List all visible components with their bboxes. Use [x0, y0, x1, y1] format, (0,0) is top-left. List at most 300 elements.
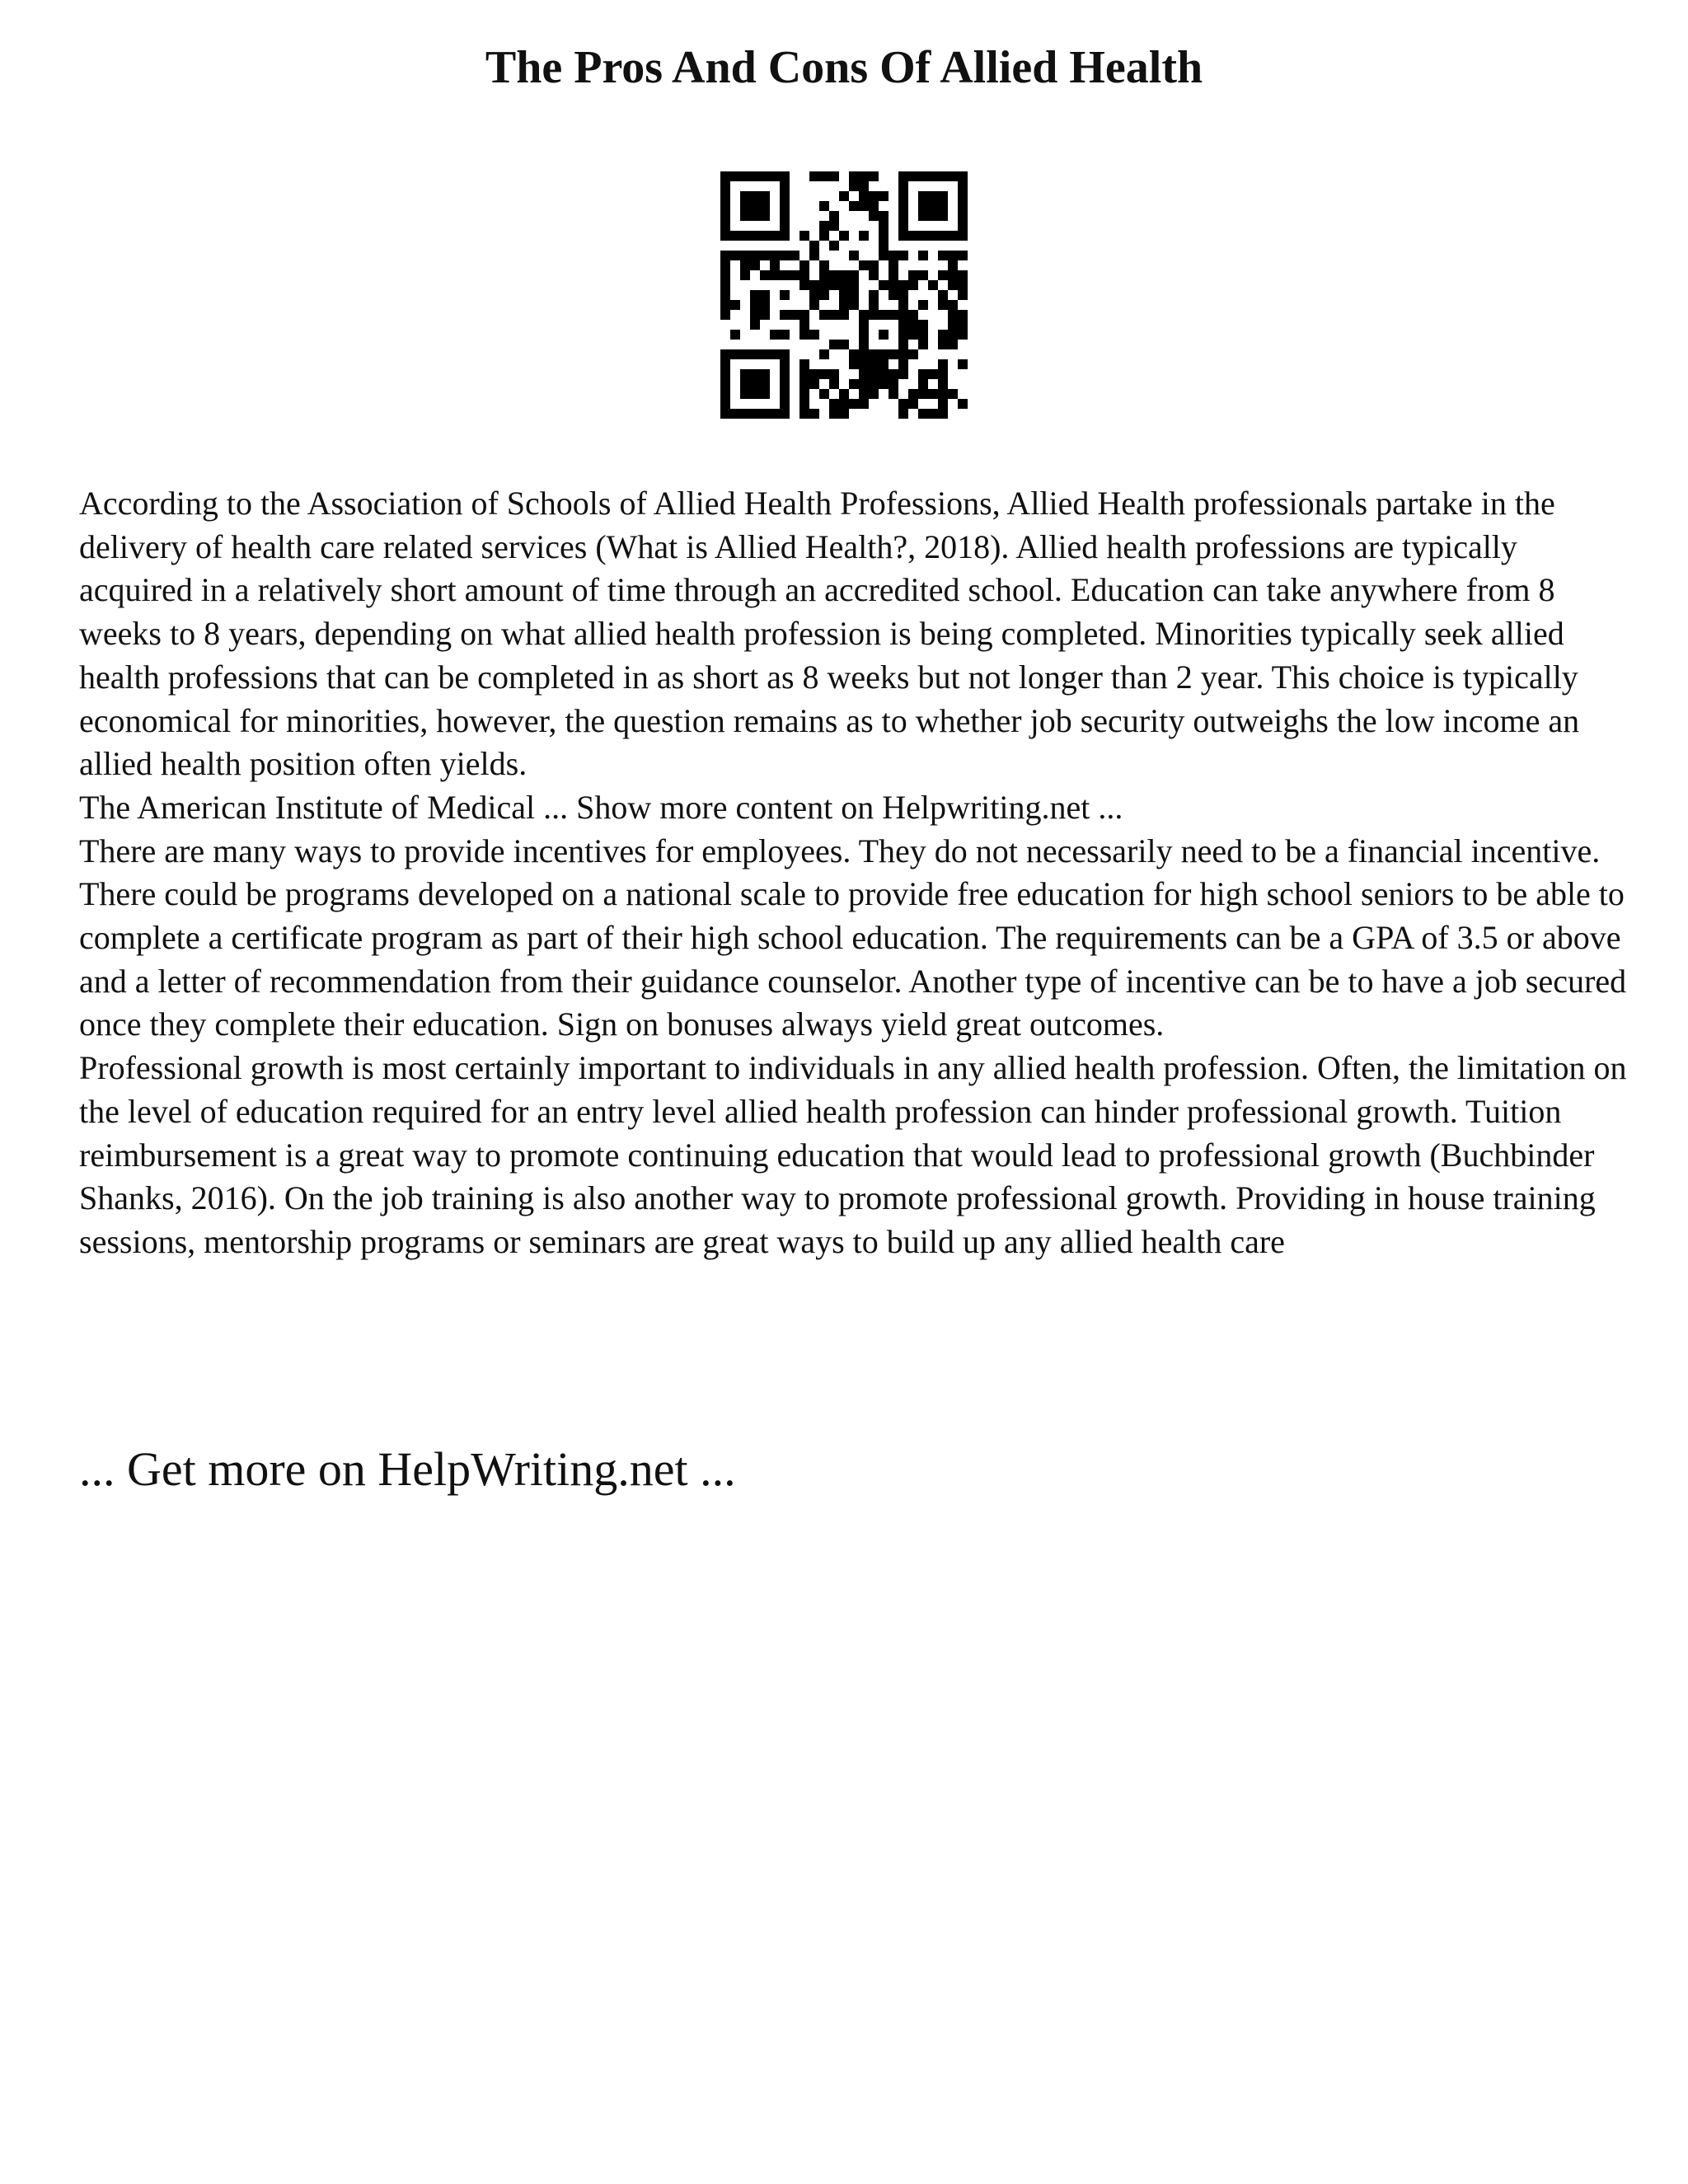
qr-module	[740, 270, 750, 280]
qr-module	[948, 310, 958, 320]
qr-module	[760, 310, 770, 320]
qr-module	[839, 409, 849, 419]
qr-module	[889, 389, 898, 399]
qr-module	[740, 201, 750, 211]
qr-module	[898, 280, 908, 290]
qr-module	[869, 290, 879, 300]
qr-module	[740, 260, 750, 270]
qr-module	[908, 171, 918, 181]
qr-module	[948, 280, 958, 290]
qr-module	[889, 280, 898, 290]
qr-module	[859, 379, 869, 389]
qr-module	[720, 280, 730, 290]
qr-module	[869, 379, 879, 389]
qr-module	[849, 399, 859, 409]
qr-module	[859, 181, 869, 191]
qr-module	[740, 251, 750, 260]
qr-module	[849, 251, 859, 260]
qr-module	[750, 310, 760, 320]
paragraph-show-more: The American Institute of Medical ... Show more content on Helpwriting.net ...	[79, 788, 1123, 826]
qr-module	[799, 330, 809, 340]
qr-module	[938, 330, 948, 340]
qr-module	[928, 280, 938, 290]
qr-module	[849, 290, 859, 300]
qr-module	[958, 221, 968, 231]
qr-module	[780, 211, 790, 221]
qr-module	[879, 211, 889, 221]
qr-module	[760, 300, 770, 310]
qr-module	[938, 251, 948, 260]
qr-module	[720, 260, 730, 270]
qr-module	[770, 409, 780, 419]
qr-module	[760, 270, 770, 280]
qr-module	[898, 340, 908, 349]
qr-module	[859, 369, 869, 379]
qr-module	[859, 340, 869, 349]
qr-module	[780, 171, 790, 181]
qr-module	[938, 379, 948, 389]
qr-module	[948, 340, 958, 349]
qr-module	[780, 349, 790, 359]
qr-module	[730, 231, 740, 241]
qr-module	[760, 231, 770, 241]
qr-module	[958, 191, 968, 201]
qr-module	[720, 191, 730, 201]
qr-module	[829, 241, 839, 251]
qr-module	[839, 231, 849, 241]
qr-module	[908, 270, 918, 280]
qr-module	[879, 369, 889, 379]
qr-module	[908, 349, 918, 359]
qr-module	[869, 201, 879, 211]
qr-module	[819, 290, 829, 300]
qr-module	[720, 221, 730, 231]
qr-module	[938, 389, 948, 399]
qr-module	[938, 201, 948, 211]
qr-module	[958, 201, 968, 211]
qr-module	[869, 260, 879, 270]
qr-module	[898, 359, 908, 369]
qr-module	[908, 320, 918, 330]
qr-module	[898, 349, 908, 359]
qr-module	[799, 409, 809, 419]
qr-module	[740, 231, 750, 241]
qr-module	[839, 399, 849, 409]
qr-module	[829, 399, 839, 409]
qr-module	[859, 330, 869, 340]
qr-module	[869, 359, 879, 369]
qr-module	[918, 389, 928, 399]
qr-code-icon	[720, 171, 968, 419]
qr-module	[958, 290, 968, 300]
qr-module	[780, 310, 790, 320]
qr-module	[770, 270, 780, 280]
qr-module	[780, 191, 790, 201]
qr-module	[859, 399, 869, 409]
qr-module	[859, 201, 869, 211]
qr-module	[809, 171, 819, 181]
qr-module	[879, 191, 889, 201]
qr-module	[809, 241, 819, 251]
qr-module	[879, 379, 889, 389]
paragraph-professional-growth: Professional growth is most certainly important to individuals in any allied health profession. Often, the limitation on the level of education required for an entry level allied health profession can hinder professional growth. Tuition reimbursement is a great way to promote continuing education that would lead to professional growth (Buchbinder Shanks, 2016). On the job training is also another way to promote professional growth. Providing in house training sessions, mentorship programs or seminars are great ways to build up any allied health care	[79, 1049, 1627, 1260]
qr-module	[720, 379, 730, 389]
qr-module	[819, 231, 829, 241]
qr-module	[819, 270, 829, 280]
qr-module	[819, 201, 829, 211]
qr-module	[760, 290, 770, 300]
qr-module	[879, 221, 889, 231]
qr-module	[750, 290, 760, 300]
qr-module	[829, 369, 839, 379]
qr-module	[720, 369, 730, 379]
qr-module	[750, 409, 760, 419]
qr-module	[938, 171, 948, 181]
qr-module	[839, 290, 849, 300]
qr-module	[918, 340, 928, 349]
qr-module	[948, 231, 958, 241]
qr-module	[859, 171, 869, 181]
qr-module	[938, 359, 948, 369]
qr-module	[770, 330, 780, 340]
qr-module	[869, 349, 879, 359]
qr-module	[879, 251, 889, 260]
qr-module	[750, 389, 760, 399]
qr-module	[780, 251, 790, 260]
qr-module	[780, 399, 790, 409]
qr-module	[908, 389, 918, 399]
qr-module	[720, 290, 730, 300]
qr-module	[780, 409, 790, 419]
qr-module	[780, 359, 790, 369]
paragraph-intro: According to the Association of Schools of Allied Health Professions, Allied Health professionals partake in the delivery of health care related services (What is Allied Health?, 2018). Allied health professions are typically acquired in a relatively short amount of time through an accredited school. Education can take anywhere from 8 weeks to 8 years, depending on what allied health profession is being completed. Minorities typically seek allied health professions that can be completed in as short as 8 weeks but not longer than 2 year. This choice is typically economical for minorities, however, the question remains as to whether job security outweighs the low income an allied health position often yields.	[79, 485, 1580, 783]
qr-module	[750, 349, 760, 359]
qr-module	[849, 280, 859, 290]
qr-module	[750, 251, 760, 260]
qr-module	[839, 389, 849, 399]
qr-module	[740, 379, 750, 389]
qr-module	[740, 191, 750, 201]
qr-module	[958, 231, 968, 241]
qr-module	[849, 201, 859, 211]
qr-module	[730, 409, 740, 419]
qr-module	[780, 379, 790, 389]
qr-module	[869, 191, 879, 201]
qr-module	[958, 399, 968, 409]
qr-module	[938, 340, 948, 349]
qr-module	[889, 379, 898, 389]
qr-module	[859, 359, 869, 369]
qr-module	[898, 330, 908, 340]
qr-module	[720, 251, 730, 260]
qr-module	[918, 251, 928, 260]
qr-module	[849, 349, 859, 359]
qr-module	[898, 171, 908, 181]
qr-module	[898, 290, 908, 300]
qr-module	[780, 221, 790, 231]
qr-module	[750, 369, 760, 379]
qr-module	[829, 280, 839, 290]
qr-module	[958, 359, 968, 369]
qr-module	[958, 251, 968, 260]
qr-module	[918, 191, 928, 201]
qr-module	[809, 300, 819, 310]
qr-module	[898, 251, 908, 260]
qr-module	[869, 270, 879, 280]
qr-module	[770, 260, 780, 270]
qr-module	[908, 399, 918, 409]
qr-module	[770, 251, 780, 260]
qr-module	[859, 310, 869, 320]
qr-module	[839, 191, 849, 201]
qr-module	[780, 270, 790, 280]
qr-module	[898, 369, 908, 379]
qr-module	[908, 280, 918, 290]
qr-module	[938, 211, 948, 221]
qr-module	[819, 171, 829, 181]
qr-module	[928, 201, 938, 211]
qr-module	[869, 310, 879, 320]
qr-module	[839, 270, 849, 280]
qr-module	[898, 181, 908, 191]
qr-module	[809, 251, 819, 260]
qr-module	[720, 181, 730, 191]
qr-module	[849, 270, 859, 280]
qr-module	[780, 231, 790, 241]
qr-module	[859, 349, 869, 359]
qr-module	[879, 241, 889, 251]
qr-module	[760, 369, 770, 379]
qr-module	[898, 320, 908, 330]
qr-module	[958, 280, 968, 290]
qr-module	[790, 270, 799, 280]
qr-module	[760, 211, 770, 221]
qr-module	[918, 270, 928, 280]
qr-module	[918, 300, 928, 310]
qr-module	[849, 379, 859, 389]
qr-module	[760, 201, 770, 211]
qr-module	[938, 300, 948, 310]
qr-module	[938, 290, 948, 300]
qr-module	[799, 399, 809, 409]
qr-module	[918, 211, 928, 221]
qr-module	[958, 320, 968, 330]
qr-module	[809, 330, 819, 340]
qr-module	[958, 171, 968, 181]
qr-module	[859, 191, 869, 201]
qr-module	[720, 349, 730, 359]
qr-module	[720, 231, 730, 241]
qr-module	[918, 231, 928, 241]
qr-module	[760, 251, 770, 260]
qr-module	[750, 211, 760, 221]
qr-module	[809, 290, 819, 300]
qr-module	[720, 310, 730, 320]
qr-module	[948, 320, 958, 330]
qr-module	[780, 290, 790, 300]
qr-module	[799, 260, 809, 270]
qr-module	[938, 369, 948, 379]
qr-module	[928, 389, 938, 399]
qr-module	[918, 320, 928, 330]
qr-module	[928, 191, 938, 201]
qr-module	[790, 251, 799, 260]
qr-module	[869, 369, 879, 379]
qr-module	[869, 389, 879, 399]
qr-module	[750, 191, 760, 201]
qr-module	[958, 330, 968, 340]
qr-module	[938, 270, 948, 280]
qr-module	[760, 349, 770, 359]
qr-module	[898, 221, 908, 231]
qr-module	[760, 171, 770, 181]
qr-module	[799, 359, 809, 369]
qr-module	[720, 409, 730, 419]
qr-module	[948, 300, 958, 310]
qr-module	[819, 349, 829, 359]
qr-module	[720, 399, 730, 409]
qr-module	[889, 349, 898, 359]
qr-module	[790, 310, 799, 320]
qr-module	[720, 201, 730, 211]
qr-module	[918, 171, 928, 181]
qr-module	[948, 270, 958, 280]
qr-module	[760, 409, 770, 419]
qr-module	[889, 369, 898, 379]
qr-module	[958, 310, 968, 320]
qr-module	[809, 369, 819, 379]
qr-module	[928, 171, 938, 181]
qr-module	[740, 369, 750, 379]
qr-module	[928, 409, 938, 419]
qr-module	[938, 399, 948, 409]
qr-module	[879, 280, 889, 290]
qr-module	[829, 340, 839, 349]
qr-module	[829, 409, 839, 419]
qr-module	[839, 300, 849, 310]
qr-module	[829, 211, 839, 221]
qr-module	[859, 231, 869, 241]
article-body	[79, 482, 1629, 1264]
qr-module	[720, 211, 730, 221]
qr-module	[889, 310, 898, 320]
qr-module	[948, 330, 958, 340]
qr-module	[898, 300, 908, 310]
qr-module	[869, 300, 879, 310]
qr-module	[819, 389, 829, 399]
qr-module	[720, 171, 730, 181]
qr-module	[740, 349, 750, 359]
page-title: The Pros And Cons Of Allied Health	[485, 42, 1203, 93]
qr-module	[889, 290, 898, 300]
get-more-link[interactable]: ... Get more on HelpWriting.net ...	[79, 1442, 736, 1496]
qr-module	[859, 260, 869, 270]
qr-module	[799, 280, 809, 290]
qr-module	[918, 201, 928, 211]
qr-module	[720, 270, 730, 280]
qr-module	[918, 379, 928, 389]
qr-module	[829, 270, 839, 280]
qr-module	[760, 191, 770, 201]
qr-module	[889, 270, 898, 280]
qr-module	[730, 171, 740, 181]
qr-module	[958, 270, 968, 280]
qr-module	[829, 221, 839, 231]
qr-module	[859, 389, 869, 399]
qr-module	[938, 231, 948, 241]
qr-module	[908, 231, 918, 241]
qr-module	[958, 211, 968, 221]
qr-module	[809, 409, 819, 419]
qr-module	[879, 310, 889, 320]
qr-module	[740, 171, 750, 181]
qr-module	[928, 231, 938, 241]
qr-module	[730, 300, 740, 310]
qr-module	[958, 181, 968, 191]
qr-module	[928, 369, 938, 379]
qr-module	[750, 300, 760, 310]
qr-module	[829, 171, 839, 181]
qr-module	[799, 369, 809, 379]
qr-module	[780, 181, 790, 191]
qr-module	[720, 359, 730, 369]
qr-module	[898, 399, 908, 409]
qr-module	[819, 369, 829, 379]
qr-module	[730, 349, 740, 359]
qr-module	[740, 409, 750, 419]
qr-module	[750, 231, 760, 241]
qr-module	[839, 280, 849, 290]
qr-module	[760, 379, 770, 389]
qr-module	[799, 379, 809, 389]
qr-module	[849, 171, 859, 181]
qr-module	[948, 251, 958, 260]
qr-module	[898, 211, 908, 221]
qr-module	[819, 310, 829, 320]
qr-module	[948, 260, 958, 270]
qr-module	[720, 300, 730, 310]
qr-module	[770, 231, 780, 241]
qr-module	[849, 181, 859, 191]
qr-module	[799, 270, 809, 280]
qr-module	[770, 171, 780, 181]
qr-module	[819, 280, 829, 290]
qr-module	[918, 369, 928, 379]
qr-module	[780, 369, 790, 379]
qr-module	[898, 201, 908, 211]
qr-module	[750, 260, 760, 270]
qr-module	[770, 349, 780, 359]
qr-module	[849, 300, 859, 310]
qr-module	[839, 310, 849, 320]
paragraph-incentives: There are many ways to provide incentives for employees. They do not necessarily need to be a financial incentive. There could be programs developed on a national scale to provide free education for high school seniors to be able to complete a certificate program as part of their high school education. The requirements can be a GPA of 3.5 or above and a letter of recommendation from their guidance counselor. Another type of incentive can be to have a job secured once they complete their education. Sign on bonuses always yield great outcomes.	[79, 832, 1627, 1043]
qr-module	[889, 260, 898, 270]
qr-module	[908, 310, 918, 320]
qr-module	[809, 379, 819, 389]
qr-module	[898, 310, 908, 320]
qr-module	[879, 359, 889, 369]
qr-module	[829, 310, 839, 320]
qr-module	[780, 201, 790, 211]
qr-module	[869, 211, 879, 221]
qr-module	[809, 280, 819, 290]
qr-module	[780, 330, 790, 340]
qr-module	[740, 211, 750, 221]
qr-module	[879, 231, 889, 241]
qr-module	[799, 310, 809, 320]
qr-module	[948, 171, 958, 181]
qr-module	[829, 379, 839, 389]
